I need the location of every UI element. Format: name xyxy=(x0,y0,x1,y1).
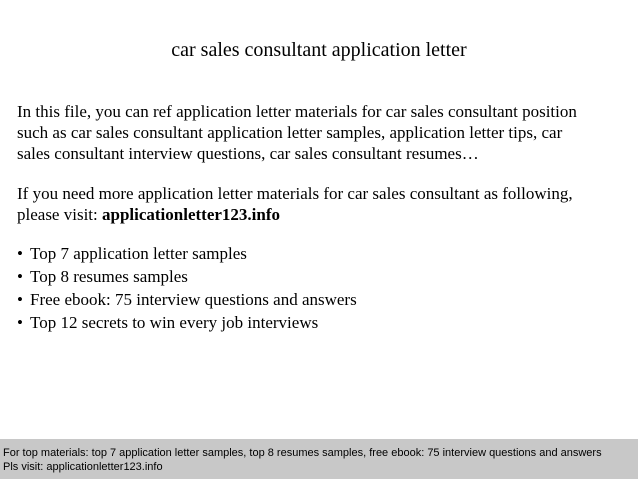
list-item-label: Top 12 secrets to win every job interviews xyxy=(30,313,319,332)
site-link[interactable]: applicationletter123.info xyxy=(101,205,280,224)
visit-line xyxy=(17,204,627,225)
intro-line: sales consultant interview questions, car sales consultant resumes… xyxy=(17,144,479,163)
page-title: car sales consultant application letter xyxy=(171,39,467,61)
footer-bar xyxy=(0,439,638,479)
list-item-label: Top 7 application letter samples xyxy=(30,244,247,263)
footer-line: Pls visit: applicationletter123.info xyxy=(3,461,163,473)
footer-line: For top materials: top 7 application letter samples, top 8 resumes samples, free ebook: 75 interview questions and answers xyxy=(3,447,602,459)
intro-line: In this file, you can ref application letter materials for car sales consultant position xyxy=(17,102,577,121)
list-item xyxy=(17,288,617,311)
materials-list xyxy=(17,242,617,334)
list-item-label: Top 8 resumes samples xyxy=(30,267,188,286)
visit-prefix: please visit: xyxy=(17,205,102,224)
bullet-icon: • xyxy=(17,290,23,309)
bullet-icon: • xyxy=(17,244,23,263)
list-item xyxy=(17,265,617,288)
list-item-label: Free ebook: 75 interview questions and answers xyxy=(30,290,357,309)
intro-line: such as car sales consultant application letter samples, application letter tips, car xyxy=(17,123,563,142)
list-item xyxy=(17,242,617,265)
intro-paragraph xyxy=(17,101,627,164)
list-item xyxy=(17,311,617,334)
more-line: If you need more application letter materials for car sales consultant as following, xyxy=(17,184,573,203)
more-materials-paragraph xyxy=(17,183,627,225)
bullet-icon: • xyxy=(17,313,23,332)
bullet-icon: • xyxy=(17,267,23,286)
